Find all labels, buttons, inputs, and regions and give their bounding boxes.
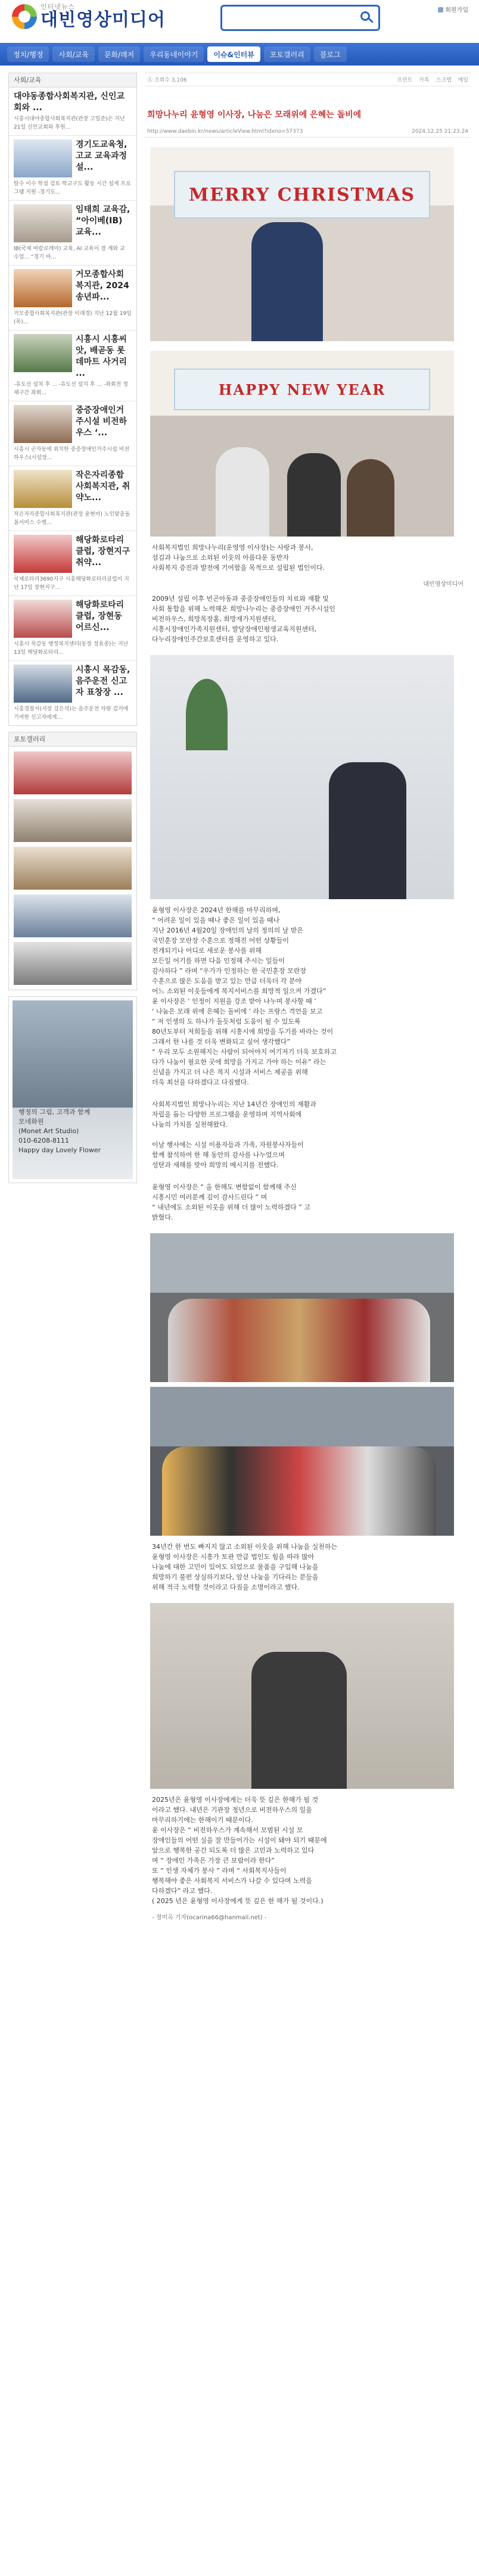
gallery-photo[interactable] [14, 751, 132, 794]
sidebar-news-item[interactable] [9, 266, 136, 330]
news-desc: 시흥시 목감동 행정복지센터(동장 정효종)는 지난 13일 해당화로타리... [14, 641, 129, 656]
reporter-email[interactable]: - 정미옥 기자(ocarina66@hanmail.net) - [152, 1914, 267, 1921]
article-toolbar [145, 73, 471, 86]
news-thumbnail[interactable] [14, 405, 72, 443]
news-title[interactable]: 시흥시 시흥씨앗, 배곧동 롯데마트 사거리 ... [76, 335, 127, 378]
article-photo [150, 147, 454, 341]
top-links [438, 5, 468, 14]
sidebar-news-item[interactable] [9, 330, 136, 401]
nav-item-politics[interactable]: 정치/행정 [7, 46, 49, 62]
news-thumbnail[interactable] [14, 470, 72, 508]
article [145, 73, 471, 1921]
article-paragraph: 사회복지법인 희망나누리는 지난 14년간 장애인의 재활과 자립을 돕는 다양한 프로그램을 운영하며 지역사회에 나눔의 가치를 실천해왔다. 이날 행사에는 시설 이용자들과 가족, 자원봉사자들이 함께 참석하여 한 해 동안의 감사를 나누었으며 성탄과 새해를 맞아 희망의 메시지를 전했다. [152, 1100, 316, 1169]
article-photo [150, 1233, 454, 1382]
article-title: 희망나누리 윤형영 이사장, 나눔은 모래위에 은혜는 돌비에 [147, 110, 362, 120]
news-title[interactable]: 임태희 교육감, “아이베(IB) 교육... [76, 205, 130, 237]
news-desc: 시흥경찰서(서장 강은석)는 음주운전 차량 검거에 기여한 신고자에게... [14, 706, 129, 721]
advertisement-banner[interactable] [13, 1000, 133, 1179]
nav-item-issue-interview[interactable]: 이슈&인터뷰 [207, 46, 260, 62]
main-nav [0, 43, 479, 66]
article-photo [150, 655, 454, 899]
news-desc: 시흥시 군자동에 위치한 중증장애인거주시설 비전하우스(시설장... [14, 447, 130, 461]
sidebar-news-item[interactable] [9, 88, 136, 136]
sidebar-photo-heading: 포토갤러리 [9, 732, 136, 747]
news-title[interactable]: 경기도교육청, 고교 교육과정 설... [76, 140, 127, 172]
article-paragraph: 2025년은 윤형영 이사장에게는 더욱 뜻 깊은 한해가 될 것 이라고 했다. 내년은 기관장 정년으로 비전하우스의 일을 마무리하기에는 한해이기 때문이다. 윤 이사장은 “ 비전하우스가 계속해서 모범된 시설 모 장애인들의 어떤 실을 잘 만들어가는 시설이 돼야 되기 때문에 앞으로 행복한 공간 되도록 더 많은 고민과 노력하고 있다 며 “ 장애인 가족은 가장 큰 보람이라 한다” 또 “ 인생 자체가 봉사 ” 라며 “ 사회복지사들이 행복해야 좋은 사회복지 서비스가 나갈 수 있다며 노력을 다하겠다” 라고 했다. ( 2025 년은 윤형영 이사장에게 뜻 깊은 한 해가 될 것이다.) [152, 1796, 327, 1905]
news-title[interactable]: 중증장애인거주시설 비전하우스 ‘... [76, 406, 127, 438]
article-url[interactable]: http://www.daebin.kr/news/articleView.html?idxno=57373 [147, 129, 303, 135]
news-thumbnail[interactable] [14, 535, 72, 573]
print-button[interactable]: 프린트 [397, 77, 413, 83]
site-logo[interactable] [12, 4, 166, 29]
news-title[interactable]: 거모종합사회복지관, 2024 송년파... [76, 270, 129, 302]
nav-item-blog[interactable]: 블로그 [314, 46, 347, 62]
gallery-photo[interactable] [14, 799, 132, 842]
logo-mark-icon [12, 4, 37, 29]
sidebar-news-heading: 사회/교육 [9, 73, 136, 88]
article-paragraph: 윤형영 이사장은 2024년 한해를 마무리하며, “ 어려운 일이 있을 때나 좋은 일이 있을 때나 지난 2016년 4월20일 장애인의 날의 정의의 날 받은 국민훈장 모란장 수훈으로 정해진 어떤 상황들이 전개되기나 어디로 새로운 봉사를 위해 모든일 어기를 하면 다음 인정해 주시는 일들이 감사하다 ” 라며 “우가가 인정하는 한 국민훈장 모란장 수훈으로 많은 도움을 받고 있는 만큼 더욱더 각 분야 어느 소외된 이웃들에게 복지서비스를 희망적 일으켜 가겠다” 윤 이사장은 ‘ 인정이 지원을 강조 받아 나누며 봉사할 때 ’ ‘ 나눔은 모래 위에 은혜는 돌비에 ’ 라는 프랑스 격언을 보고 “ 저 인생의 도 하나가 돌듯처럼 도움이 될 수 있도록 80년도부터 저희들을 위해 시흥시에 희망을 두기를 바라는 것이 그래서 한 나를 것 더욱 변화되고 싶어 생각했다” “ 우리 모두 소원해지는 사람이 되어야지 여기저기 더욱 보호하고 다가 나눔이 필요한 곳에 희망을 가지고 가야 하는 이유” 라는 신념을 가지고 더 나은 복지 시설과 서비스 제공을 위해 더욱 최선을 다하겠다고 다짐했다. [152, 906, 337, 1086]
sidebar-news-item[interactable] [9, 401, 136, 466]
nav-item-culture[interactable]: 문화/레저 [98, 46, 140, 62]
article-paragraph: 34년간 한 번도 빠지지 않고 소외된 이웃을 위해 나눔을 실천하는 윤형영 이사장은 시흥가 토관 만큼 법인도 힘을 따라 많아 나눔에 대한 고민이 있어도 되었으로 물품을 구입해 나눔을 희망하기 불편 상실하기보다, 앞선 나눔을 기다리는 분들을 위해 적극 노력할 것이라고 다짐을 소명이라고 했다. [152, 1543, 338, 1591]
sidebar-news-item[interactable] [9, 136, 136, 201]
sidebar-news-box [8, 73, 137, 726]
logo-title: 대빈영상미디어 [41, 10, 166, 30]
article-paragraph: 2009년 설립 이후 빈곤아동과 중증장애인들의 치료와 재활 및 사회 통합을 위해 노력해온 희망나누리는 중증장애인 거주시설인 비전하우스, 희망목장홈, 희망재가지원센터, 시흥시장애인가족지원센터, 발달장애인평생교육지원센터, 다누리장애인주간보호센터를 운영하고 있다. [152, 595, 335, 643]
sidebar [8, 73, 137, 1189]
news-thumbnail[interactable] [14, 600, 72, 638]
reporter-tag: 대빈영상미디어 [423, 581, 464, 588]
sidebar-photo-box [8, 732, 137, 990]
article-photo [150, 1387, 454, 1536]
article-paragraph: 윤형영 이사장은 “ 올 한해도 변함없이 함께해 주신 시흥시민 여러분께 깊이 감사드린다 ” 며 “ 내년에도 소외된 이웃을 위해 더 많이 노력하겠다 ” 고 밝혔다. [152, 1183, 311, 1221]
site-header [0, 0, 479, 43]
news-desc: 작은자리종합사회복지관(관장 윤현미) 노인맞춤돌봄서비스 수행... [14, 512, 130, 526]
news-thumbnail[interactable] [14, 139, 72, 177]
view-count: Ⓐ 조회수 3,106 [147, 77, 187, 83]
search-input[interactable] [226, 10, 357, 26]
news-thumbnail[interactable] [14, 665, 72, 703]
news-title[interactable]: 시흥시 목감동, 음주운전 신고자 표창장 ... [76, 665, 130, 697]
logo-small-text: 인터넷뉴스 [41, 3, 76, 11]
news-desc: 탈수 이수 학점 검토·학교구도 활동 시간 설계 프로그램 지원 -경기도... [14, 181, 131, 195]
scrap-button[interactable]: 스크랩 [436, 77, 452, 83]
news-title[interactable]: 작은자리종합사회복지관, 취약노... [76, 470, 130, 503]
article-meta [145, 126, 471, 138]
search-box [220, 5, 380, 31]
sidebar-news-item[interactable] [9, 596, 136, 661]
kakao-share-button[interactable]: 카톡 [419, 77, 430, 83]
article-photo [150, 351, 454, 537]
search-button[interactable] [358, 10, 375, 26]
article-photo [150, 1603, 454, 1789]
sidebar-ad-box [8, 996, 137, 1183]
news-desc: 거모종합사회복지관(관장 이래경) 지난 12월 19일(목)... [14, 311, 132, 325]
sidebar-news-item[interactable] [9, 201, 136, 266]
news-desc: 시흥시대야종합사회복지관(관장 고일준)은 지난 21일 신인교회와 후원... [14, 116, 125, 130]
email-button[interactable]: 메일 [458, 77, 468, 83]
news-thumbnail[interactable] [14, 334, 72, 372]
nav-item-society[interactable]: 사회/교육 [52, 46, 94, 62]
top-link-join[interactable]: 회원가입 [438, 5, 468, 14]
article-paragraph: 사회복지법인 희망나누리(운영영 이사장)는 사랑과 봉사, 섬김과 나눔으로 소외된 이웃의 아름다운 동반자 사회복지 증진과 발전에 기여함을 목적으로 설립된 법인이다. [152, 544, 325, 572]
christmas-tree [186, 679, 228, 750]
news-desc: -유도선 설치 후 ... -유도선 설치 후 ... -좌회전 정체구간 좌회... [14, 382, 128, 396]
sidebar-news-item[interactable] [9, 661, 136, 725]
ad-text: 행정의 그림, 고객과 함께 모네화원 (Monet Art Studio) 010-6208-8111 Happy day Lovely Flower [18, 1108, 101, 1154]
nav-item-neighborhood[interactable]: 우리동네이야기 [144, 46, 204, 62]
news-title[interactable]: 해당화로타리클럽, 장현지구 취약... [76, 535, 130, 567]
sidebar-news-item[interactable] [9, 531, 136, 596]
news-title[interactable]: 대야동종합사회복지관, 신인교회와 ... [14, 92, 125, 113]
sidebar-news-item[interactable] [9, 466, 136, 531]
gallery-photo[interactable] [14, 847, 132, 890]
gallery-photo[interactable] [14, 942, 132, 985]
article-date: 2024.12.25 21:23:24 [412, 129, 468, 135]
user-icon [438, 7, 443, 13]
person-figure [251, 222, 323, 341]
nav-item-photo-gallery[interactable]: 포토갤러리 [264, 46, 310, 62]
christmas-banner: MERRY CHRISTMAS [174, 171, 430, 219]
gallery-photo[interactable] [14, 894, 132, 937]
new-year-banner: HAPPY NEW YEAR [174, 369, 430, 410]
news-desc: 국제로타리3690지구 시흥해당화로타리클럽이 지난 17일 장현지구... [14, 576, 129, 591]
news-thumbnail[interactable] [14, 269, 72, 307]
news-title[interactable]: 해당화로타리클럽, 장현동 어르신... [76, 600, 125, 632]
news-thumbnail[interactable] [14, 204, 72, 242]
news-desc: IB(국제 바칼로레아) 교육, AI 교육이 결 계와 교 수업... “경기 바... [14, 246, 125, 260]
